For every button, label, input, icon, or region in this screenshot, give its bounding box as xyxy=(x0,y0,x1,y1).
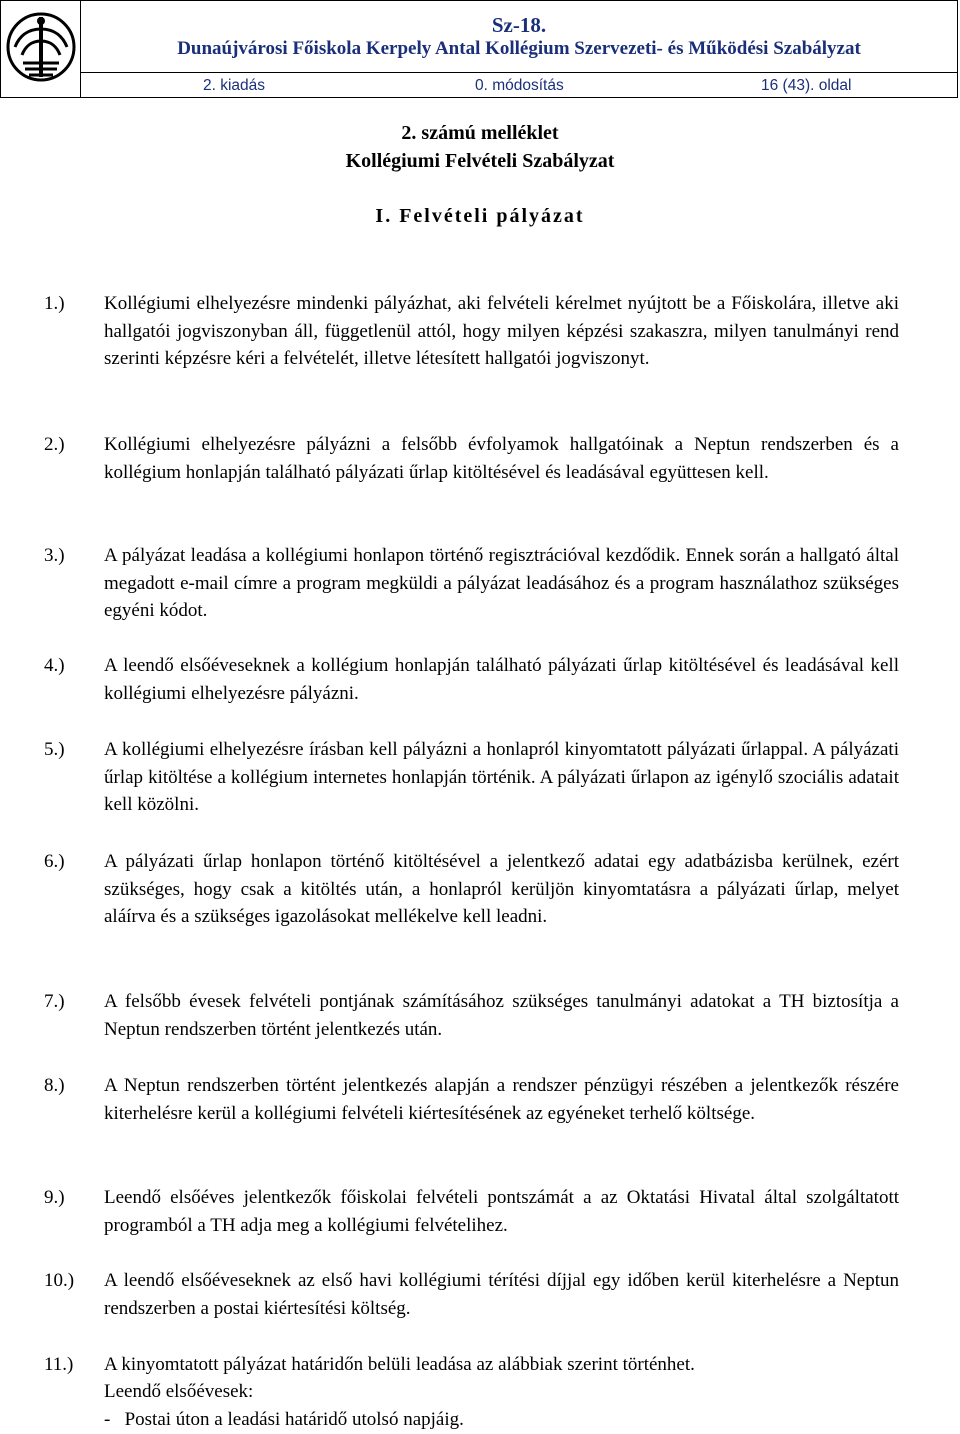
edition-label: 2. kiadás xyxy=(203,77,266,94)
item-text: A leendő elsőéveseknek a kollégium honlapján található pályázati űrlap kitöltésével és leadásával kell kollégiumi elhelyezésre pályázni. xyxy=(104,655,899,704)
item-text: Leendő elsőéves jelentkezők főiskolai felvételi pontszámát a az Oktatási Hivatal által szolgáltatott programból a TH adja meg a kollégiumi felvételihez. xyxy=(104,1187,899,1236)
item-number: 2.) xyxy=(44,434,65,455)
item-text: Kollégiumi elhelyezésre pályázni a felsőbb évfolyamok hallgatóinak a Neptun rendszerben és a kollégium honlapján található pályázati űrlap kitöltésével és leadásával együttesen kell. xyxy=(104,434,899,483)
item-text: A pályázat leadása a kollégiumi honlapon történő regisztrációval kezdődik. Ennek során a hallgató által megadott e-mail címre a program megküldi a pályázat leadásához és a program használathoz szükséges egyéni kódot. xyxy=(104,545,899,621)
document-header xyxy=(0,0,958,98)
item-text: A kinyomtatott pályázat határidőn belüli leadása az alábbiak szerint történhet. xyxy=(104,1354,695,1375)
item-number: 7.) xyxy=(44,991,65,1012)
item-number: 6.) xyxy=(44,851,65,872)
item-number: 8.) xyxy=(44,1075,65,1096)
item-text: A felsőbb évesek felvételi pontjának számításához szükséges tanulmányi adatokat a TH biztosítja a Neptun rendszerben történt jelentkezés után. xyxy=(104,991,899,1040)
page-number: 16 (43). oldal xyxy=(761,77,852,94)
university-emblem-icon xyxy=(5,7,77,91)
item-number: 4.) xyxy=(44,655,65,676)
item-number: 10.) xyxy=(44,1270,75,1291)
item-number: 9.) xyxy=(44,1187,65,1208)
modification-label: 0. módosítás xyxy=(475,77,564,94)
item-sub-label: Leendő elsőévesek: xyxy=(104,1381,254,1402)
item-number: 5.) xyxy=(44,739,65,760)
item-number: 3.) xyxy=(44,545,65,566)
item-text: A leendő elsőéveseknek az első havi kollégiumi térítési díjjal egy időben kerül kiterhelésre a Neptun rendszerben a postai kiértesítési költség. xyxy=(104,1270,899,1319)
item-sub-bullet: - Postai úton a leadási határidő utolsó napjáig. xyxy=(104,1409,464,1430)
item-number: 11.) xyxy=(44,1354,74,1375)
section-title: I. Felvételi pályázat xyxy=(375,205,585,227)
item-text: A Neptun rendszerben történt jelentkezés alapján a rendszer pénzügyi részében a jelentkezők részére kiterhelésre kerül a kollégiumi felvételi kiértesítésének az egyéneket terhelő költsége. xyxy=(104,1075,899,1124)
doc-title: Dunaújvárosi Főiskola Kerpely Antal Kollégium Szervezeti- és Működési Szabályzat xyxy=(177,38,861,59)
annex-number: 2. számú melléklet xyxy=(401,122,559,144)
header-title-cell xyxy=(81,1,957,73)
header-meta-row xyxy=(81,73,957,97)
annex-title: Kollégiumi Felvételi Szabályzat xyxy=(345,150,615,172)
item-text: A pályázati űrlap honlapon történő kitöltésével a jelentkező adatai egy adatbázisba kerülnek, ezért szükséges, hogy csak a kitöltés után, a honlapról kerüljön kinyomtatásra a pályázati űrlap, melyet aláírva és a szükséges igazolásokat mellékelve kell leadni. xyxy=(104,851,899,927)
item-number: 1.) xyxy=(44,293,65,314)
item-text: Kollégiumi elhelyezésre mindenki pályázhat, aki felvételi kérelmet nyújtott be a Főiskolára, illetve aki hallgatói jogviszonyban áll, függetlenül attól, hogy milyen képzési szakaszra, milyen tanulmányi rend szerinti képzésre kéri a felvételét, illetve létesített hallgatói jogviszonyt. xyxy=(104,293,899,369)
doc-code: Sz-18. xyxy=(491,13,547,37)
item-text: A kollégiumi elhelyezésre írásban kell pályázni a honlapról kinyomtatott pályázati űrlappal. A pályázati űrlap kitöltése a kollégium internetes honlapján történik. A pályázati űrlapon az igénylő szociális adatait kell közölni. xyxy=(104,739,899,815)
logo-cell xyxy=(1,1,81,97)
